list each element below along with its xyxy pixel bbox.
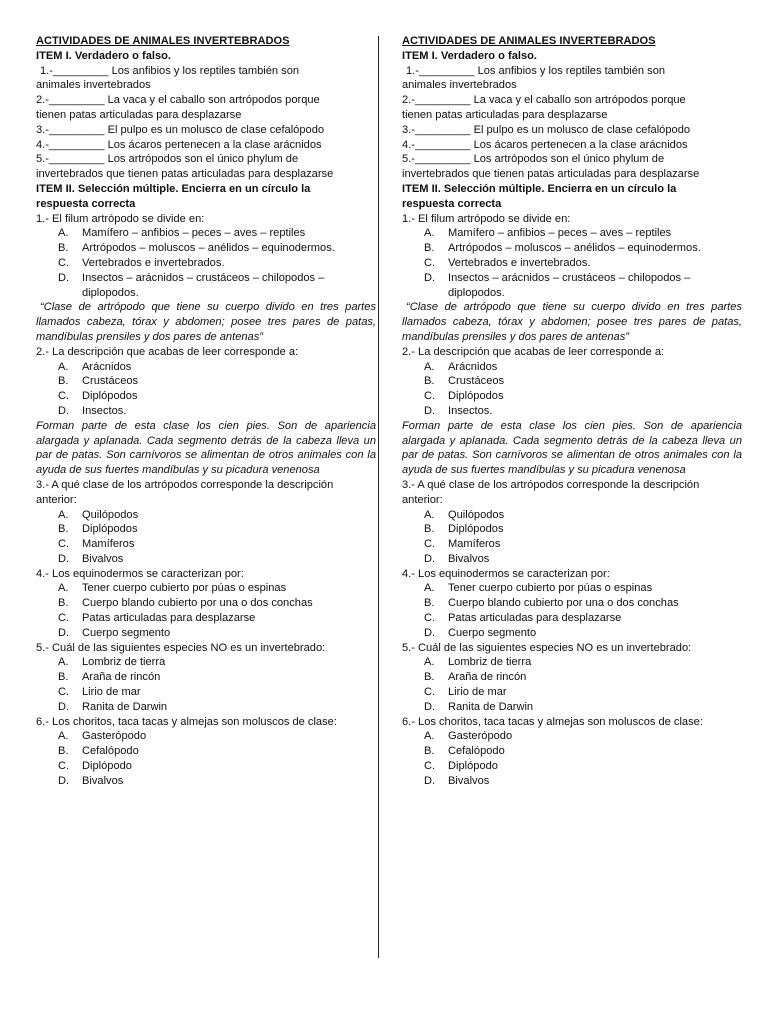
option[interactable]: C. Diplópodo [58,760,132,773]
question-3: 3.- A qué clase de los artrópodos corresponde la descripción anterior: [36,478,334,506]
item2-heading-cont: respuesta correcta [36,197,136,210]
statement: 3.-_________ El pulpo es un molusco de clase cefalópodo [36,123,325,136]
option[interactable]: A. Quilópodos [58,508,139,521]
option[interactable]: B. Artrópodos – moluscos – anélidos – equinodermos. [58,242,335,255]
statement: 4.-_________ Los ácaros pertenecen a la clase arácnidos [36,138,322,151]
worksheet-title: ACTIVIDADES DE ANIMALES INVERTEBRADOS [402,35,656,47]
option[interactable]: C. Lirio de mar [58,686,141,699]
option[interactable]: A. Quilópodos [424,508,505,521]
question-3: 3.- A qué clase de los artrópodos corresponde la descripción anterior: [402,478,700,506]
passage-2: Forman parte de esta clase los cien pies. Son de apariencia alargada y aplanada. Cada segmento detrás de la cabeza lleva un par de patas. Son carnívoros se alimentan de otros animales con la ayuda de sus fuertes mandíbulas y su picadura venenosa [36,419,376,477]
worksheet-column-right [402,34,742,789]
option[interactable]: B. Crustáceos [424,375,505,388]
option[interactable]: B. Cuerpo blando cubierto por una o dos conchas [58,597,313,610]
option[interactable]: C. Diplópodos [424,390,504,403]
option[interactable]: D. Insectos. [58,404,127,417]
answer-blank[interactable]: _________ [414,153,471,166]
option[interactable]: A. Mamífero – anfibios – peces – aves – reptiles [424,227,672,240]
item2-heading-cont: respuesta correcta [402,197,502,210]
question-1: 1.- El filum artrópodo se divide en: [402,212,571,225]
option[interactable]: D. Bivalvos [424,552,490,565]
option[interactable]: C. Mamíferos [424,538,501,551]
passage-1: “Clase de artrópodo que tiene su cuerpo divido en tres partes llamados cabeza, tórax y abdomen; posee tres pares de patas, mandíbulas prensiles y dos pares de antenas” [402,301,742,343]
option[interactable]: A. Lombriz de tierra [58,656,166,669]
option[interactable]: C. Vertebrados e invertebrados. [58,256,225,269]
option[interactable]: A. Tener cuerpo cubierto por púas o espinas [58,582,287,595]
option[interactable]: D. Insectos – arácnidos – crustáceos – chilopodos – [58,271,325,284]
statement: 5.-_________ Los artrópodos son el único phylum de invertebrados que tienen patas articuladas para desplazarse [402,153,700,181]
answer-blank[interactable]: _________ [48,138,105,151]
option[interactable]: B. Artrópodos – moluscos – anélidos – equinodermos. [424,242,701,255]
option[interactable]: A. Gasterópodo [58,730,147,743]
option[interactable]: D. Bivalvos [424,774,490,787]
answer-blank[interactable]: _________ [48,94,105,107]
option[interactable]: C. Patas articuladas para desplazarse [58,612,256,625]
question-5: 5.- Cuál de las siguientes especies NO es un invertebrado: [402,641,692,654]
option[interactable]: A. Mamífero – anfibios – peces – aves – reptiles [58,227,306,240]
question-2: 2.- La descripción que acabas de leer corresponde a: [402,345,665,358]
option[interactable]: C. Vertebrados e invertebrados. [424,256,591,269]
option[interactable]: C. Patas articuladas para desplazarse [424,612,622,625]
option[interactable]: C. Mamíferos [58,538,135,551]
statement: 2.-_________ La vaca y el caballo son artrópodos porque tienen patas articuladas para desplazarse [36,94,320,121]
column-divider [378,36,379,958]
answer-blank[interactable]: _________ [418,64,475,77]
question-4: 4.- Los equinodermos se caracterizan por: [36,567,244,580]
option[interactable]: D. Bivalvos [58,774,124,787]
question-1: 1.- El filum artrópodo se divide en: [36,212,205,225]
option[interactable]: B. Cefalópodo [424,745,505,758]
statement: 5.-_________ Los artrópodos son el único phylum de invertebrados que tienen patas articuladas para desplazarse [36,153,334,181]
item1-heading: ITEM I. Verdadero o falso. [36,49,172,62]
answer-blank[interactable]: _________ [414,123,471,136]
option[interactable]: B. Cefalópodo [58,745,139,758]
option[interactable]: B. Crustáceos [58,375,139,388]
option[interactable]: A. Lombriz de tierra [424,656,532,669]
option[interactable]: A. Gasterópodo [424,730,513,743]
statement: 1.-_________ Los anfibios y los reptiles también son animales invertebrados [402,64,666,92]
option[interactable]: C. Lirio de mar [424,686,507,699]
item2-heading: ITEM II. Selección múltiple. Encierra en un círculo la [402,182,677,195]
option-continuation: diplopodos. [82,286,139,299]
answer-blank[interactable]: _________ [48,123,105,136]
question-2: 2.- La descripción que acabas de leer corresponde a: [36,345,299,358]
option[interactable]: D. Cuerpo segmento [58,626,171,639]
option[interactable]: C. Diplópodos [58,390,138,403]
statement: 4.-_________ Los ácaros pertenecen a la clase arácnidos [402,138,688,151]
option[interactable]: B. Araña de rincón [58,671,161,684]
statement: 2.-_________ La vaca y el caballo son artrópodos porque tienen patas articuladas para desplazarse [402,94,686,121]
passage-2: Forman parte de esta clase los cien pies. Son de apariencia alargada y aplanada. Cada segmento detrás de la cabeza lleva un par de patas. Son carnívoros se alimentan de otros animales con la ayuda de sus fuertes mandíbulas y su picadura venenosa [402,419,742,477]
answer-blank[interactable]: _________ [414,94,471,107]
item2-heading: ITEM II. Selección múltiple. Encierra en un círculo la [36,182,311,195]
question-5: 5.- Cuál de las siguientes especies NO es un invertebrado: [36,641,326,654]
answer-blank[interactable]: _________ [414,138,471,151]
option[interactable]: A. Arácnidos [58,360,132,373]
option-continuation: diplopodos. [448,286,505,299]
answer-blank[interactable]: _________ [52,64,109,77]
option[interactable]: D. Ranita de Darwin [58,700,168,713]
option[interactable]: B. Cuerpo blando cubierto por una o dos conchas [424,597,679,610]
option[interactable]: D. Bivalvos [58,552,124,565]
passage-1: “Clase de artrópodo que tiene su cuerpo divido en tres partes llamados cabeza, tórax y abdomen; posee tres pares de patas, mandíbulas prensiles y dos pares de antenas” [36,301,376,343]
option[interactable]: A. Tener cuerpo cubierto por púas o espinas [424,582,653,595]
option[interactable]: D. Insectos – arácnidos – crustáceos – chilopodos – [424,271,691,284]
item1-heading: ITEM I. Verdadero o falso. [402,49,538,62]
option[interactable]: D. Insectos. [424,404,493,417]
option[interactable]: B. Araña de rincón [424,671,527,684]
worksheet-column-left [36,34,376,789]
answer-blank[interactable]: _________ [48,153,105,166]
statement: 1.-_________ Los anfibios y los reptiles también son animales invertebrados [36,64,300,92]
question-4: 4.- Los equinodermos se caracterizan por: [402,567,610,580]
question-6: 6.- Los choritos, taca tacas y almejas son moluscos de clase: [402,715,703,728]
option[interactable]: C. Diplópodo [424,760,498,773]
option[interactable]: D. Ranita de Darwin [424,700,534,713]
option[interactable]: D. Cuerpo segmento [424,626,537,639]
option[interactable]: B. Diplópodos [424,523,504,536]
option[interactable]: B. Diplópodos [58,523,138,536]
statement: 3.-_________ El pulpo es un molusco de clase cefalópodo [402,123,691,136]
option[interactable]: A. Arácnidos [424,360,498,373]
question-6: 6.- Los choritos, taca tacas y almejas son moluscos de clase: [36,715,337,728]
worksheet-title: ACTIVIDADES DE ANIMALES INVERTEBRADOS [36,35,290,47]
